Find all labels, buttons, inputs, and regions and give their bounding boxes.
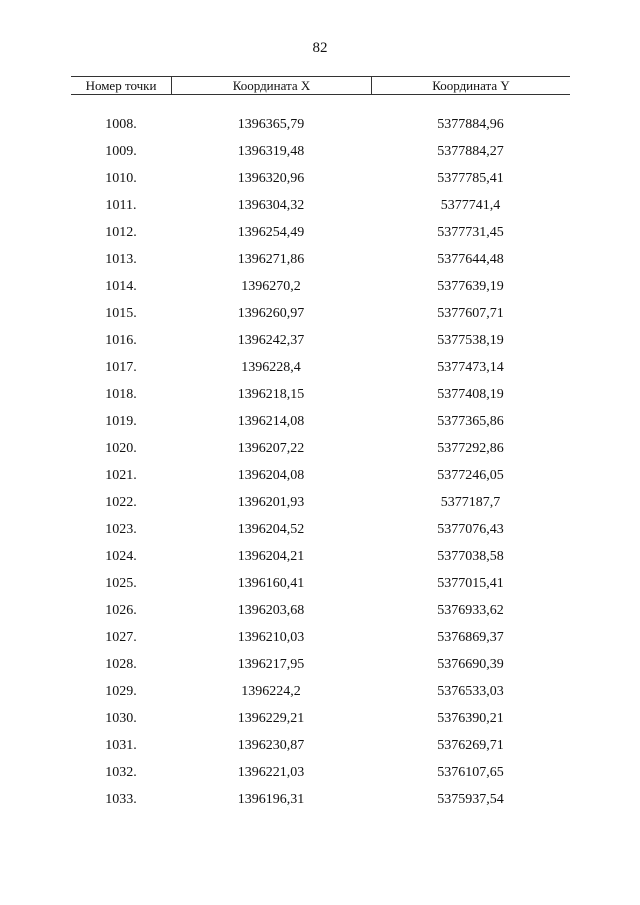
point-number-cell: 1014. [105,278,137,294]
table-row [71,462,570,489]
coordinate-y-cell: 5376269,71 [437,737,504,753]
point-number-cell: 1027. [105,629,137,645]
page-number: 82 [312,40,328,56]
table-row [71,786,570,813]
coordinate-x-cell: 1396271,86 [237,251,305,267]
point-number-cell: 1031. [105,737,137,753]
table-row [71,651,570,678]
coordinate-y-cell: 5377884,27 [437,143,504,159]
coordinate-x-cell: 1396228,4 [241,359,301,375]
coordinate-x-cell: 1396204,52 [237,521,305,537]
header-coordinate-x: Координата X [172,77,372,94]
coordinate-x-cell: 1396254,49 [237,224,305,240]
coordinate-x-cell: 1396214,08 [237,413,305,429]
point-number-cell: 1012. [105,224,137,240]
point-number-cell: 1010. [105,170,137,186]
coordinate-y-cell: 5377246,05 [437,467,504,483]
point-number-cell: 1024. [105,548,137,564]
point-number-cell: 1023. [105,521,137,537]
table-row [71,246,570,273]
coordinate-x-cell: 1396319,48 [237,143,305,159]
table-row [71,219,570,246]
point-number-cell: 1029. [105,683,137,699]
coordinate-y-cell: 5377785,41 [437,170,504,186]
coordinate-y-cell: 5376390,21 [437,710,504,726]
point-number-cell: 1013. [105,251,137,267]
table-row [71,300,570,327]
coordinate-x-cell: 1396210,03 [237,629,305,645]
point-number-cell: 1016. [105,332,137,348]
coordinate-y-cell: 5377731,45 [437,224,504,240]
coordinate-x-cell: 1396196,31 [237,791,305,807]
coordinate-x-cell: 1396207,22 [237,440,305,456]
coordinate-x-cell: 1396320,96 [237,170,305,186]
point-number-cell: 1011. [105,197,137,213]
coordinate-x-cell: 1396260,97 [237,305,305,321]
table-row [71,732,570,759]
header-coordinate-y: Координата Y [432,78,510,93]
table-row [71,543,570,570]
table-row [71,354,570,381]
point-number-cell: 1008. [105,116,137,132]
coordinate-y-cell: 5377741,4 [440,197,501,213]
coordinate-y-cell: 5376933,62 [437,602,504,618]
table-row [71,381,570,408]
coordinate-y-cell: 5377038,58 [437,548,504,564]
table-row [71,516,570,543]
coordinate-x-cell: 1396203,68 [237,602,305,618]
coordinate-x-cell: 1396218,15 [237,386,305,402]
coordinate-y-cell: 5377365,86 [437,413,504,429]
header-point-number: Номер точки [71,77,172,94]
point-number-cell: 1025. [105,575,137,591]
table-row [71,192,570,219]
coordinate-x-cell: 1396229,21 [237,710,305,726]
point-number-cell: 1033. [105,791,137,807]
coordinate-x-cell: 1396221,03 [237,764,305,780]
table-row [71,570,570,597]
table-row [71,138,570,165]
point-number-cell: 1022. [105,494,137,510]
table-row [71,408,570,435]
coordinate-y-cell: 5377015,41 [437,575,504,591]
coordinate-x-cell: 1396304,32 [237,197,305,213]
coordinate-x-cell: 1396365,79 [237,116,305,132]
point-number-cell: 1020. [105,440,137,456]
coordinate-y-cell: 5377292,86 [437,440,504,456]
point-number-cell: 1028. [105,656,137,672]
coordinate-y-cell: 5377644,48 [437,251,504,267]
table-row [71,165,570,192]
coordinate-y-cell: 5377607,71 [437,305,504,321]
coordinate-y-cell: 5376690,39 [437,656,504,672]
table-row [71,705,570,732]
coordinate-y-cell: 5377538,19 [437,332,504,348]
coordinate-y-cell: 5377187,7 [440,494,501,510]
coordinate-x-cell: 1396270,2 [241,278,301,294]
coordinate-y-cell: 5377076,43 [437,521,504,537]
coordinate-y-cell: 5377884,96 [437,116,504,132]
coordinate-x-cell: 1396204,08 [237,467,305,483]
table-row [71,678,570,705]
table-row [71,111,570,138]
coordinate-y-cell: 5377639,19 [437,278,504,294]
coordinate-y-cell: 5376107,65 [437,764,504,780]
point-number-cell: 1021. [105,467,137,483]
point-number-cell: 1018. [105,386,137,402]
point-number-cell: 1026. [105,602,137,618]
point-number-cell: 1030. [105,710,137,726]
table-row [71,759,570,786]
table-row [71,624,570,651]
point-number-cell: 1017. [105,359,137,375]
point-number-cell: 1019. [105,413,137,429]
coordinate-y-cell: 5376533,03 [437,683,504,699]
table-header [71,76,570,95]
table-row [71,327,570,354]
coordinate-x-cell: 1396217,95 [237,656,305,672]
table-body [71,111,570,813]
coordinate-x-cell: 1396204,21 [237,548,305,564]
coordinate-y-cell: 5376869,37 [437,629,504,645]
coordinate-x-cell: 1396224,2 [241,683,301,699]
point-number-cell: 1015. [105,305,137,321]
coordinate-y-cell: 5377408,19 [437,386,504,402]
coordinate-y-cell: 5375937,54 [437,791,504,807]
coordinate-x-cell: 1396201,93 [237,494,305,510]
table-row [71,597,570,624]
table-row [71,435,570,462]
coordinate-x-cell: 1396160,41 [237,575,305,591]
coordinate-x-cell: 1396242,37 [237,332,305,348]
point-number-cell: 1009. [105,143,137,159]
point-number-cell: 1032. [105,764,137,780]
table-row [71,489,570,516]
coordinate-x-cell: 1396230,87 [237,737,305,753]
coordinate-y-cell: 5377473,14 [437,359,504,375]
table-row [71,273,570,300]
